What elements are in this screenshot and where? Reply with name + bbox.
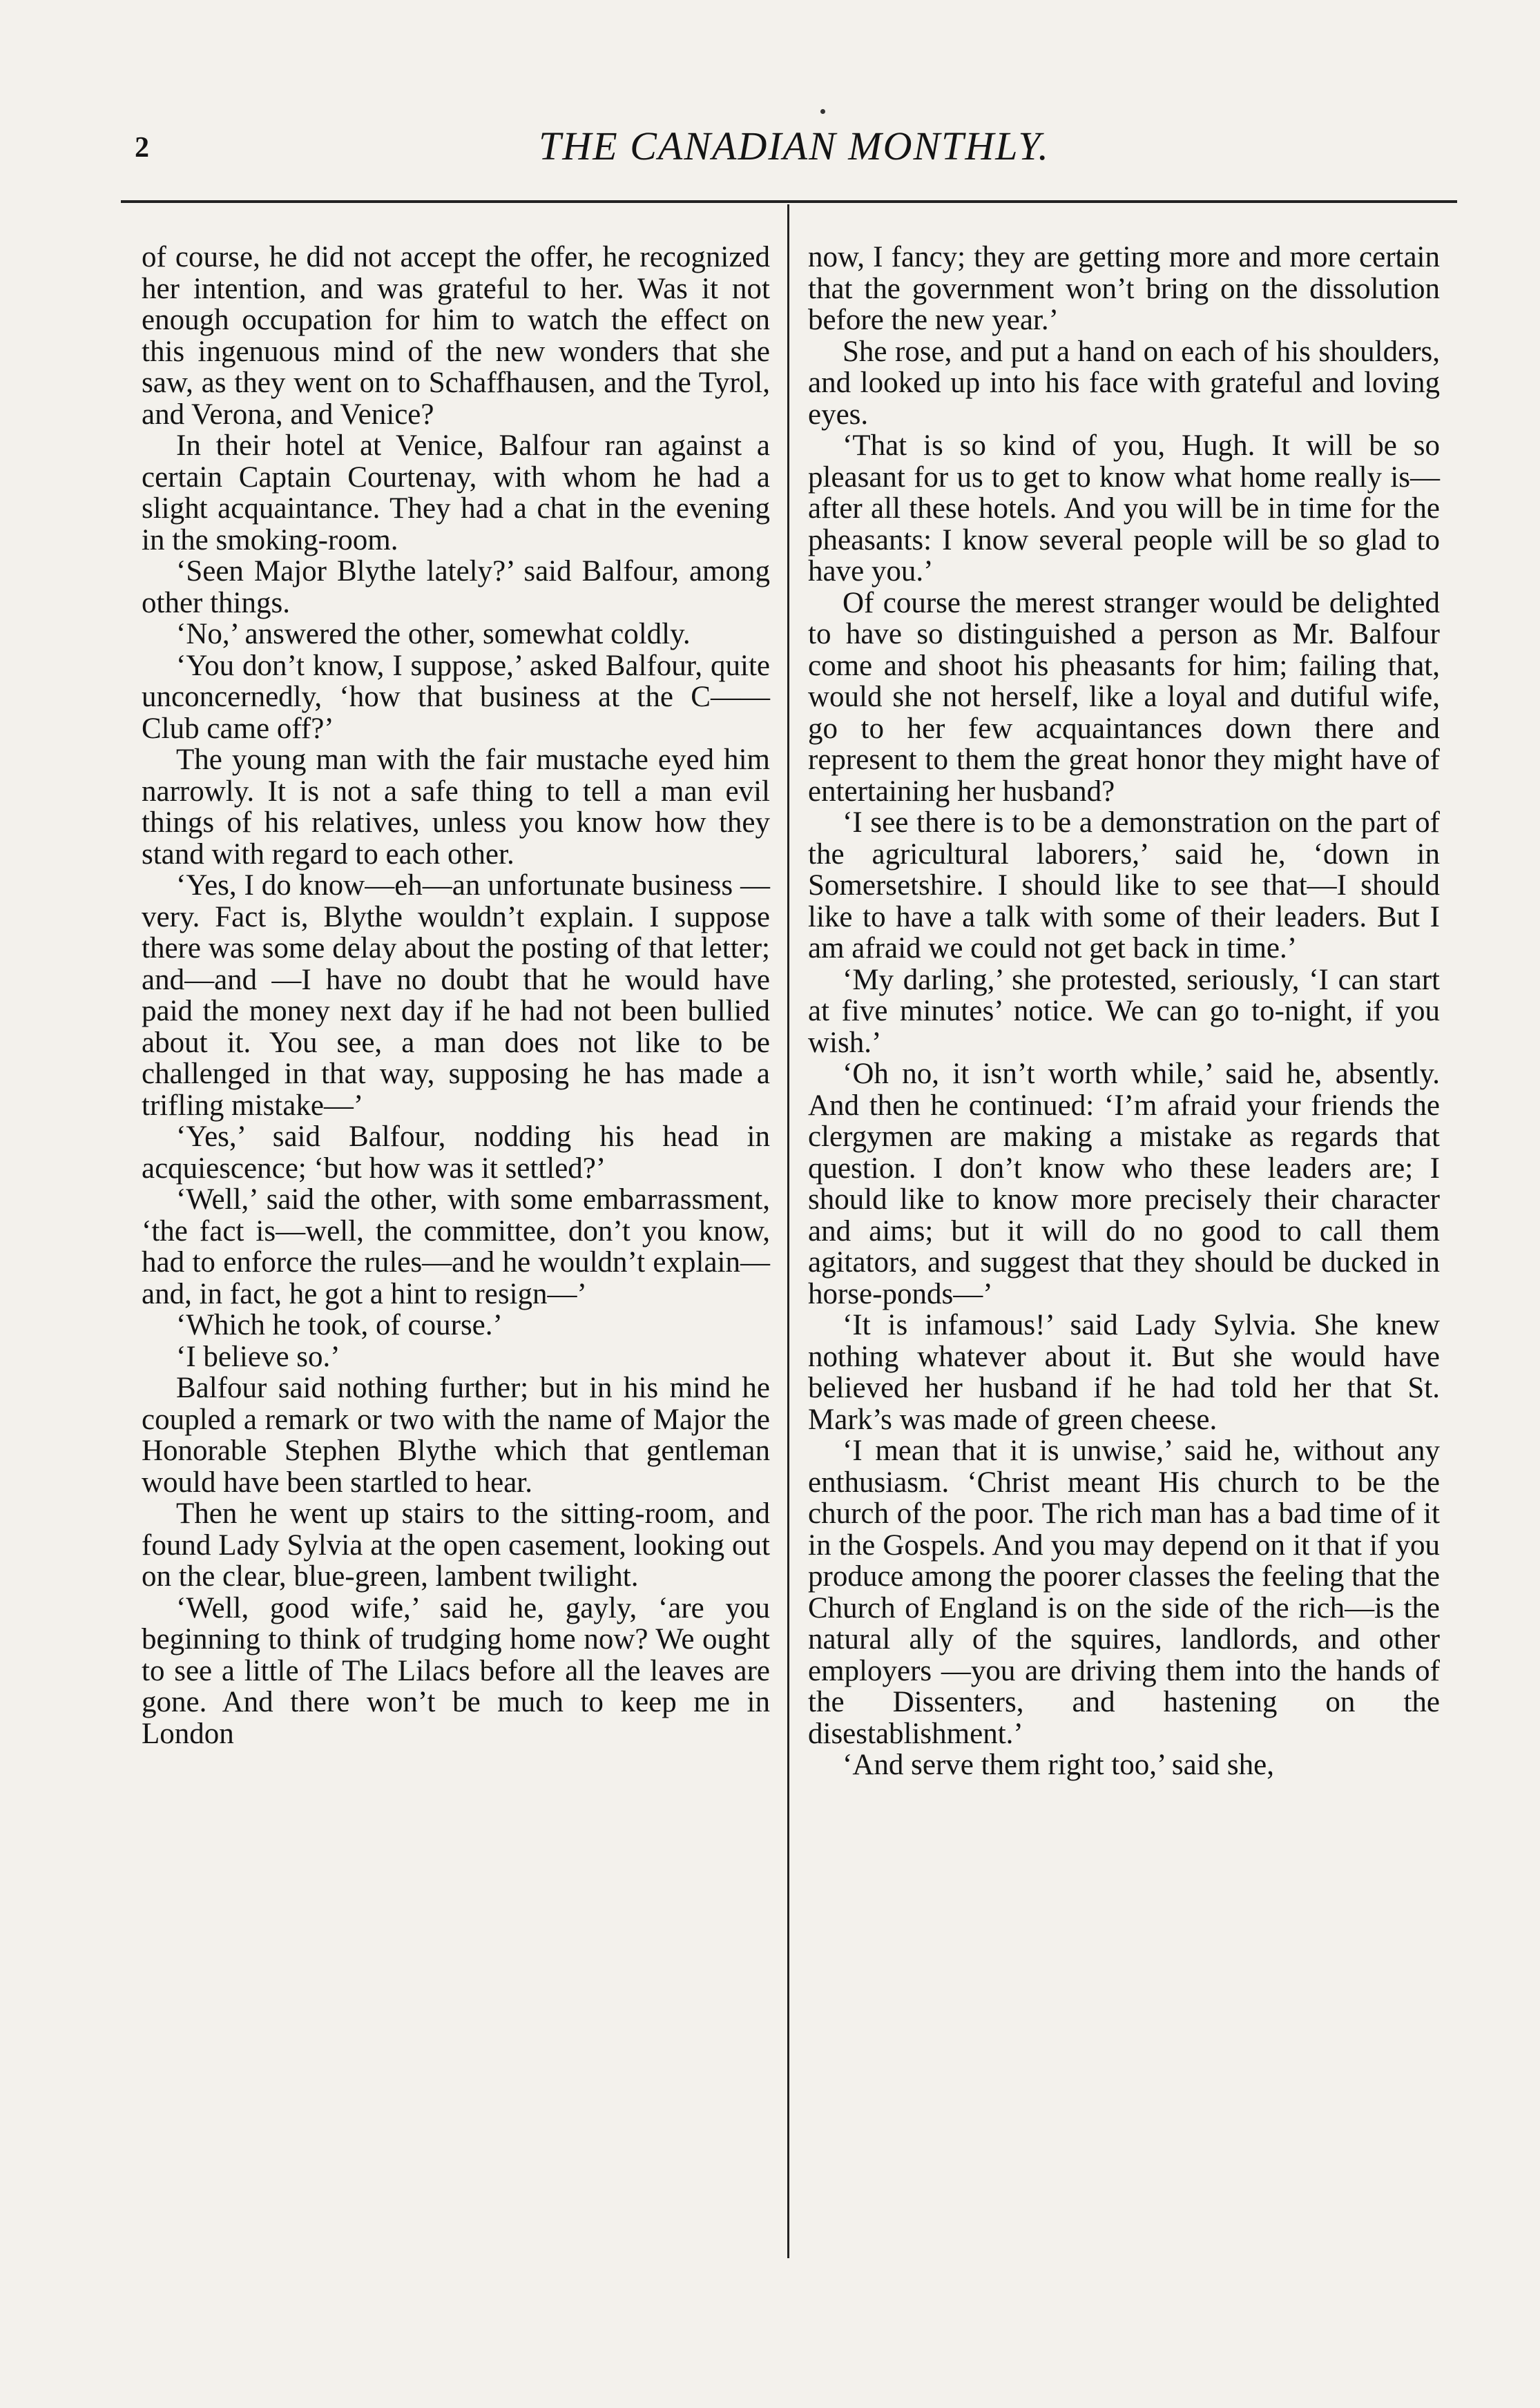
- paragraph: ‘Well,’ said the other, with some embarrassment, ‘the fact is—well, the committee, don’t you know, had to enforce the rules—and he wouldn’t explain—and, in fact, he got a hint to resign—’: [142, 1183, 770, 1310]
- paragraph: ‘I see there is to be a demonstration on the part of the agricultural laborers,’ said he, ‘down in Somersetshire. I should like to see that—I should like to have a talk with some of their leaders. But I am afraid we could not get back in time.’: [808, 806, 1440, 964]
- paragraph: ‘Yes,’ said Balfour, nodding his head in acquiescence; ‘but how was it settled?’: [142, 1120, 770, 1185]
- paragraph: ‘Seen Major Blythe lately?’ said Balfour, among other things.: [142, 555, 770, 619]
- paragraph: ‘No,’ answered the other, somewhat coldly.: [176, 618, 691, 650]
- column-divider: [787, 204, 789, 2258]
- left-column: [142, 242, 770, 1749]
- paragraph: Balfour said nothing further; but in his mind he coupled a remark or two with the name of Major the Honorable Stephen Blythe which that gentleman would have been startled to hear.: [142, 1372, 770, 1499]
- paragraph: ‘I believe so.’: [176, 1340, 340, 1373]
- paragraph: Then he went up stairs to the sitting-room, and found Lady Sylvia at the open casement, looking out on the clear, blue-green, lambent twilight.: [142, 1497, 770, 1593]
- header-rule: [121, 200, 1457, 203]
- paragraph: ‘You don’t know, I suppose,’ asked Balfour, quite unconcernedly, ‘how that business at the C—— Club came off?’: [142, 649, 770, 745]
- paragraph: In their hotel at Venice, Balfour ran against a certain Captain Courtenay, with whom he had a slight acquaintance. They had a chat in the evening in the smoking-room.: [142, 429, 770, 556]
- paragraph: ‘Well, good wife,’ said he, gayly, ‘are you beginning to think of trudging home now? We ought to see a little of The Lilacs before all the leaves are gone. And there won’t be much to keep me in London: [142, 1591, 770, 1750]
- page-header: [135, 123, 1454, 178]
- paragraph: now, I fancy; they are getting more and more certain that the government won’t bring on the dissolution before the new year.’: [808, 241, 1440, 336]
- paragraph: ‘Oh no, it isn’t worth while,’ said he, absently. And then he continued: ‘I’m afraid your friends the clergymen are making a mistake as regards that question. I don’t know who these leaders are; I should like to know more precisely their character and aims; but it will do no good to call them agitators, and suggest that they should be ducked in horse-ponds—’: [808, 1058, 1440, 1310]
- paragraph: ‘And serve them right too,’ said she,: [843, 1749, 1274, 1781]
- right-column: [808, 242, 1440, 1781]
- paragraph: ‘That is so kind of you, Hugh. It will be so pleasant for us to get to know what home really is—after all these hotels. And you will be in time for the pheasants: I know several people will be so glad to have you.’: [808, 429, 1440, 588]
- paragraph: ‘Yes, I do know—eh—an unfortunate business —very. Fact is, Blythe wouldn’t explain. I suppose there was some delay about the posting of that letter; and—and —I have no doubt that he would have paid the money next day if he had not been bullied about it. You see, a man does not like to be challenged in that way, supposing he has made a trifling mistake—’: [142, 869, 770, 1122]
- print-speck: [820, 109, 825, 114]
- paragraph: ‘Which he took, of course.’: [176, 1309, 503, 1341]
- paragraph: She rose, and put a hand on each of his shoulders, and looked up into his face with grateful and loving eyes.: [808, 335, 1440, 431]
- paragraph: ‘It is infamous!’ said Lady Sylvia. She knew nothing whatever about it. But she would have believed her husband if he had told her that St. Mark’s was made of green cheese.: [808, 1309, 1440, 1436]
- paragraph: ‘I mean that it is unwise,’ said he, without any enthusiasm. ‘Christ meant His church to be the church of the poor. The rich man has a bad time of it in the Gospels. And you may depend on it that if you produce among the poorer classes the feeling that the Church of England is on the side of the rich—is the natural ally of the squires, landlords, and other employers —you are driving them into the hands of the Dissenters, and hastening on the disestablishment.’: [808, 1435, 1440, 1750]
- paragraph: The young man with the fair mustache eyed him narrowly. It is not a safe thing to tell a man evil things of his relatives, unless you know how they stand with regard to each other.: [142, 744, 770, 871]
- running-title: THE CANADIAN MONTHLY.: [539, 124, 1050, 168]
- page-number: 2: [135, 132, 149, 164]
- paragraph: Of course the merest stranger would be delighted to have so distinguished a person as Mr. Balfour come and shoot his pheasants for him; failing that, would she not herself, like a loyal and dutiful wife, go to her few acquaintances down there and represent to them the great honor they might have of entertaining her husband?: [808, 586, 1440, 808]
- paragraph: of course, he did not accept the offer, he recognized her intention, and was grateful to her. Was it not enough occupation for him to watch the effect on this ingenuous mind of the new wonders that she saw, as they went on to Schaffhausen, and the Tyrol, and Verona, and Venice?: [142, 241, 770, 431]
- paragraph: ‘My darling,’ she protested, seriously, ‘I can start at five minutes’ notice. We can go to-night, if you wish.’: [808, 963, 1440, 1059]
